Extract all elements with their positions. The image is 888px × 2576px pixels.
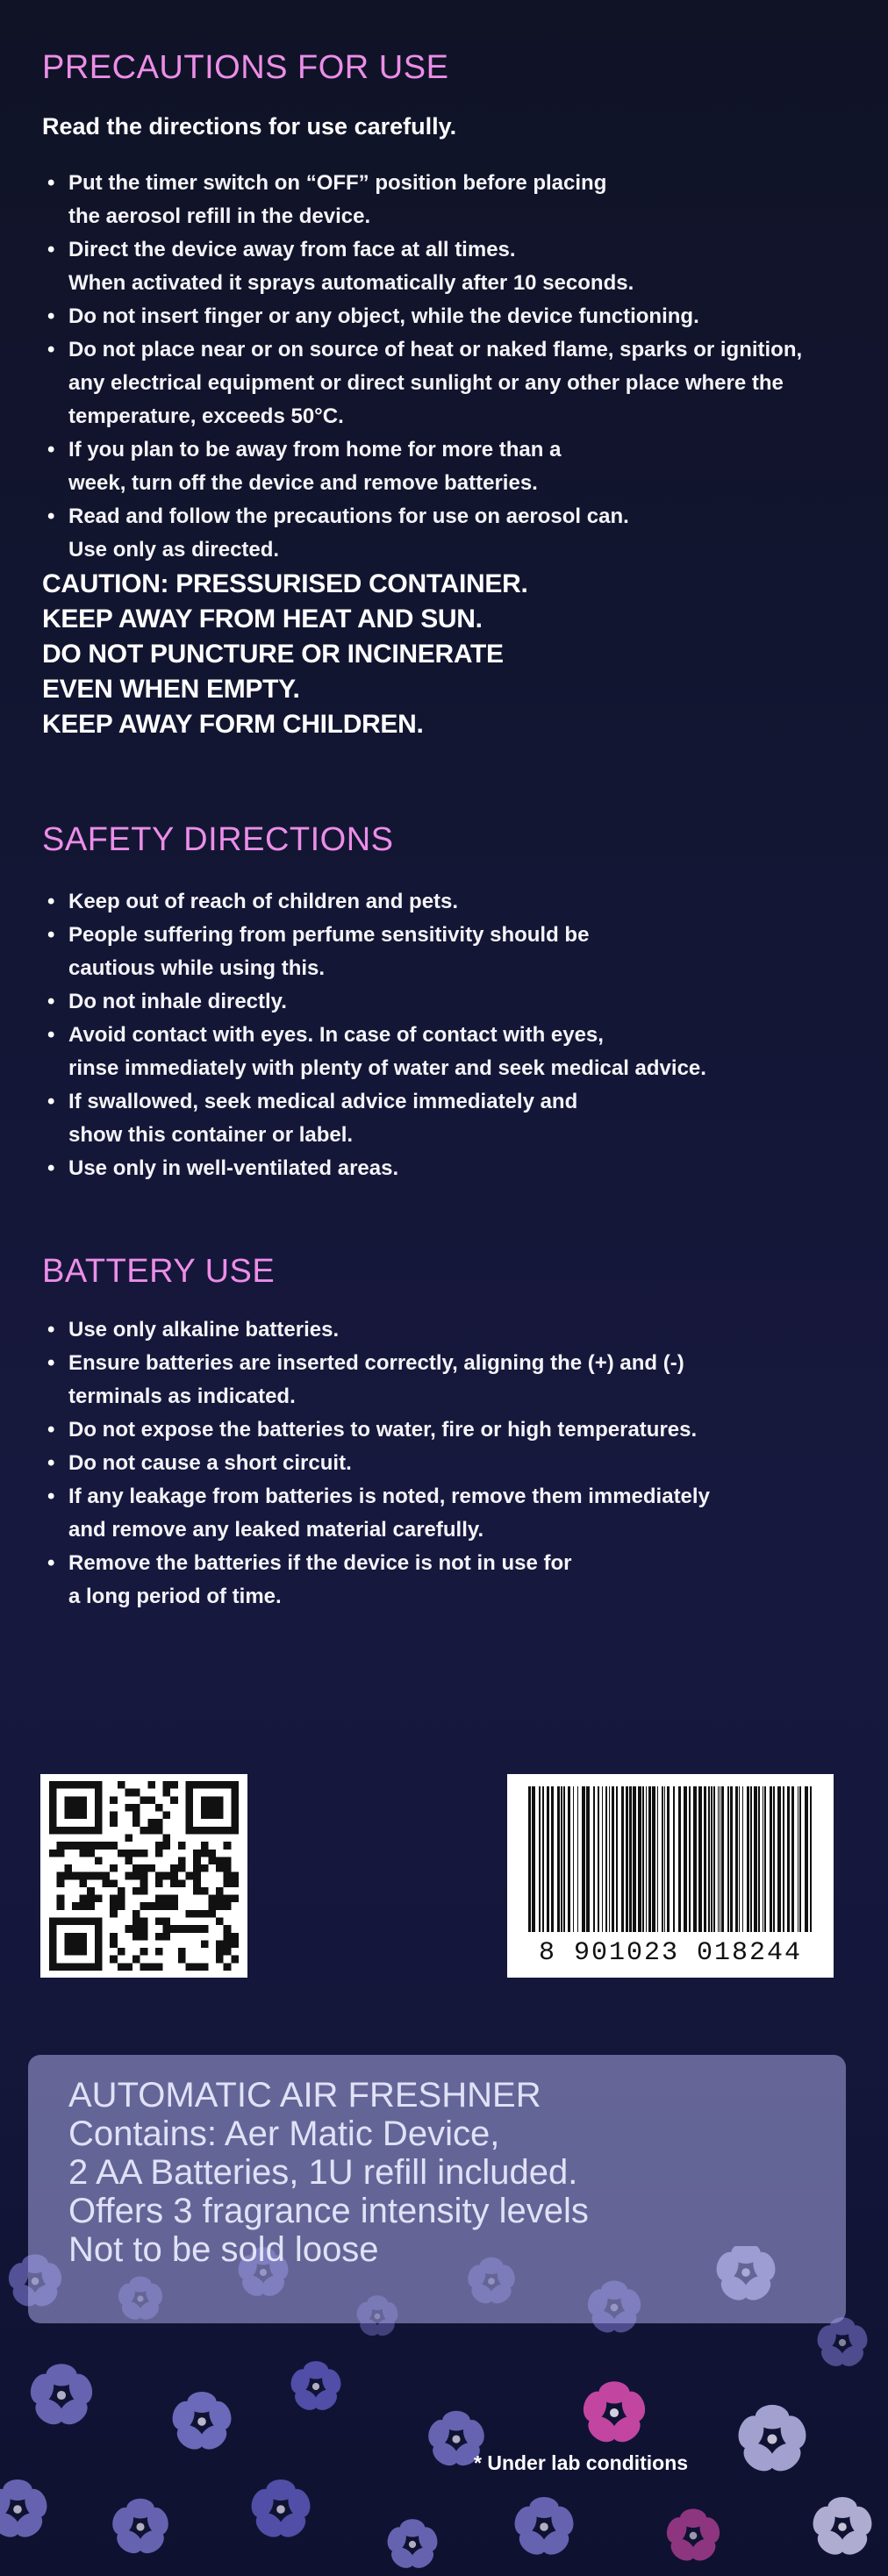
precautions-intro: Read the directions for use carefully. — [42, 113, 457, 140]
caution-line: DO NOT PUNCTURE OR INCINERATE — [42, 640, 504, 669]
caution-line: CAUTION: PRESSURISED CONTAINER. — [42, 569, 528, 598]
caution-block — [42, 567, 862, 742]
list-item: • Remove the batteries if the device is not in use for a long period of time. — [42, 1547, 862, 1614]
product-contents: Contains: Aer Matic Device, — [68, 2114, 500, 2153]
flower-icon — [0, 2479, 51, 2542]
product-feature: Offers 3 fragrance intensity levels — [68, 2192, 589, 2230]
list-item: • People suffering from perfume sensitivity should be cautious while using this. — [42, 919, 862, 985]
list-item: • Do not place near or on source of heat or naked flame, sparks or ignition, any electrical equipment or direct sunlight or any other place where the temperature, exceeds 50°C. — [42, 333, 862, 433]
flower-icon — [511, 2497, 576, 2559]
list-item: • Do not expose the batteries to water, fire or high temperatures. — [42, 1413, 862, 1447]
list-item: • Put the timer switch on “OFF” position before placing the aerosol refill in the device. — [42, 167, 862, 233]
list-item: • If any leakage from batteries is noted, remove them immediately and remove any leaked material carefully. — [42, 1480, 862, 1547]
caution-line: EVEN WHEN EMPTY. — [42, 675, 300, 704]
flower-icon — [580, 2381, 649, 2447]
list-item: • Keep out of reach of children and pets. — [42, 885, 862, 919]
precautions-list — [42, 167, 862, 567]
list-item: • If you plan to be away from home for more than a week, turn off the device and remove batteries. — [42, 433, 862, 500]
battery-list — [42, 1313, 862, 1614]
barcode — [507, 1774, 834, 1978]
flower-icon — [27, 2364, 97, 2429]
list-item: • If swallowed, seek medical advice immediately and show this container or label. — [42, 1085, 862, 1152]
flower-icon — [168, 2392, 234, 2454]
list-item: • Do not inhale directly. — [42, 985, 862, 1019]
safety-list — [42, 885, 862, 1185]
precautions-section — [42, 49, 862, 567]
flower-icon — [109, 2499, 171, 2558]
flower-icon — [809, 2497, 875, 2559]
precautions-heading: PRECAUTIONS FOR USE — [42, 49, 449, 86]
flower-icon — [663, 2508, 723, 2565]
flower-icon — [384, 2519, 440, 2572]
list-item: • Use only in well-ventilated areas. — [42, 1152, 862, 1185]
safety-section — [42, 821, 862, 1185]
barcode-bars — [523, 1786, 818, 1932]
product-name: AUTOMATIC AIR FRESHNER — [68, 2076, 541, 2114]
footnote: * Under lab conditions — [474, 2451, 689, 2474]
caution-line: KEEP AWAY FORM CHILDREN. — [42, 710, 424, 739]
qr-code-pattern — [47, 1781, 240, 1971]
flower-icon — [288, 2361, 344, 2415]
flower-icon — [814, 2317, 870, 2371]
list-item: • Direct the device away from face at all times. When activated it sprays automatically after 10 seconds. — [42, 233, 862, 300]
list-item: • Avoid contact with eyes. In case of contact with eyes, rinse immediately with plenty of water and seek medical advice. — [42, 1019, 862, 1085]
product-note: Not to be sold loose — [68, 2230, 379, 2269]
list-item: • Do not insert finger or any object, while the device functioning. — [42, 300, 862, 333]
caution-line: KEEP AWAY FROM HEAT AND SUN. — [42, 605, 483, 633]
battery-heading: BATTERY USE — [42, 1253, 276, 1290]
product-info-box — [28, 2055, 846, 2323]
flower-icon — [734, 2405, 810, 2477]
list-item: • Do not cause a short circuit. — [42, 1447, 862, 1480]
list-item: • Ensure batteries are inserted correctly, aligning the (+) and (-) terminals as indicated. — [42, 1347, 862, 1413]
battery-section — [42, 1253, 862, 1614]
safety-heading: SAFETY DIRECTIONS — [42, 821, 394, 858]
list-item: • Read and follow the precautions for use on aerosol can. Use only as directed. — [42, 500, 862, 567]
qr-code — [40, 1774, 247, 1978]
barcode-number: 8 901023 018244 — [538, 1938, 803, 1968]
flower-icon — [247, 2479, 313, 2542]
list-item: • Use only alkaline batteries. — [42, 1313, 862, 1347]
product-contents-detail: 2 AA Batteries, 1U refill included. — [68, 2153, 578, 2192]
